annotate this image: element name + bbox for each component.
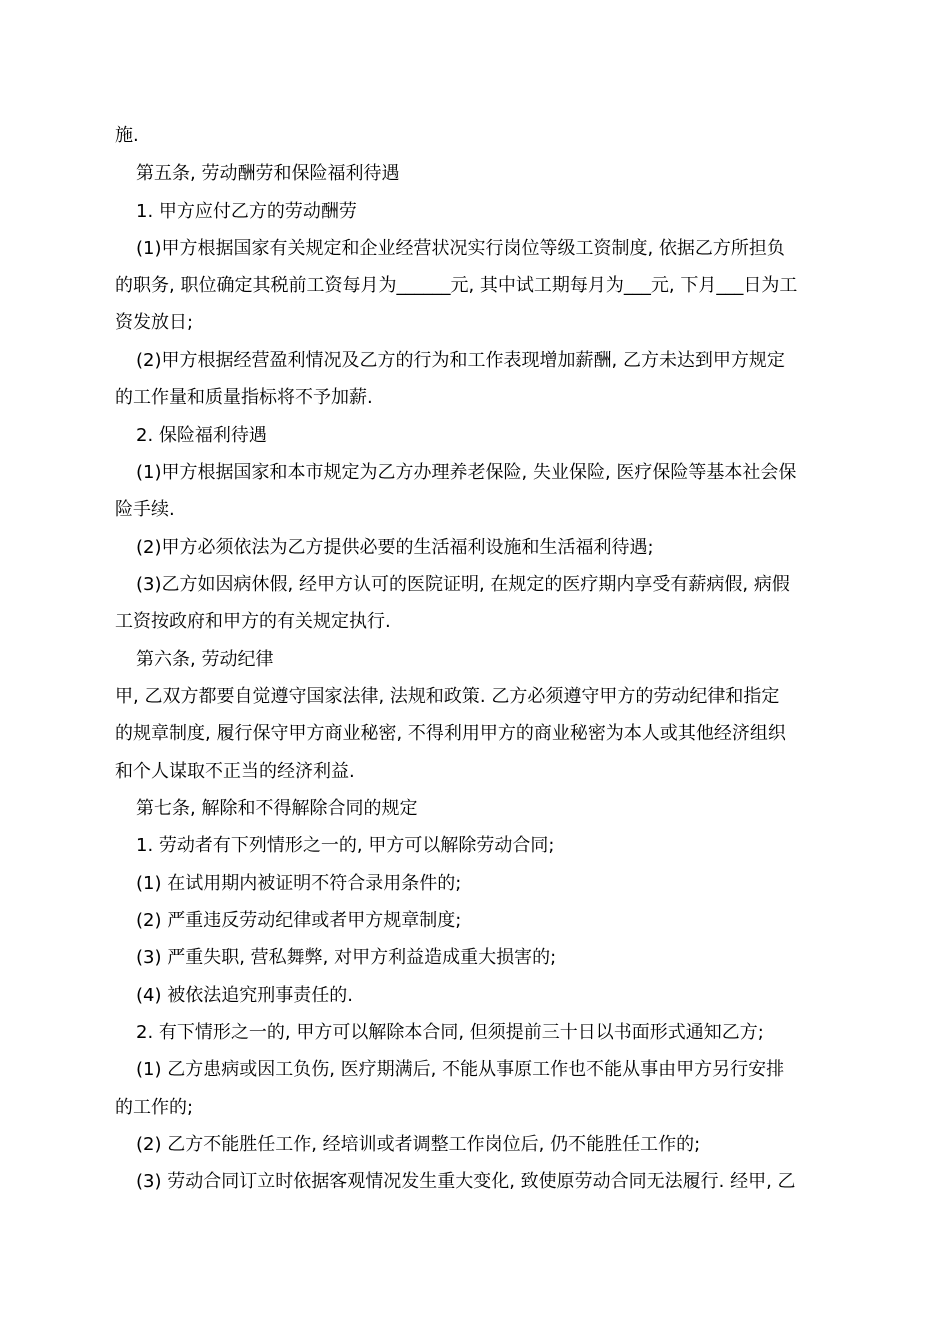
section-heading: 第七条, 解除和不得解除合同的规定: [136, 798, 418, 819]
text-line: (4) 被依法追究刑事责任的.: [136, 985, 353, 1006]
text-line: (3) 劳动合同订立时依据客观情况发生重大变化, 致使原劳动合同无法履行. 经甲, 乙: [136, 1171, 796, 1192]
text-line: (1)甲方根据国家有关规定和企业经营状况实行岗位等级工资制度, 依据乙方所担负: [136, 238, 785, 259]
text-line: (1)甲方根据国家和本市规定为乙方办理养老保险, 失业保险, 医疗保险等基本社会保: [136, 462, 797, 483]
text-line: (2)甲方必须依法为乙方提供必要的生活福利设施和生活福利待遇;: [136, 537, 654, 558]
text-line: (2) 乙方不能胜任工作, 经培训或者调整工作岗位后, 仍不能胜任工作的;: [136, 1134, 701, 1155]
text-line: 的工作量和质量指标将不予加薪.: [115, 387, 373, 408]
text-line: 工资按政府和甲方的有关规定执行.: [115, 611, 391, 632]
text-line: 资发放日;: [115, 312, 194, 333]
section-heading: 第五条, 劳动酬劳和保险福利待遇: [136, 163, 400, 184]
text-line: (3) 严重失职, 营私舞弊, 对甲方利益造成重大损害的;: [136, 947, 557, 968]
text-line: 施.: [115, 125, 139, 146]
text-line: 2. 有下情形之一的, 甲方可以解除本合同, 但须提前三十日以书面形式通知乙方;: [136, 1022, 764, 1043]
text-line: 的工作的;: [115, 1097, 194, 1118]
text-line: (1) 乙方患病或因工负伤, 医疗期满后, 不能从事原工作也不能从事由甲方另行安排: [136, 1059, 785, 1080]
text-line: (2)甲方根据经营盈利情况及乙方的行为和工作表现增加薪酬, 乙方未达到甲方规定: [136, 350, 785, 371]
text-line: 的规章制度, 履行保守甲方商业秘密, 不得利用甲方的商业秘密为本人或其他经济组织: [115, 723, 786, 744]
text-line: (1) 在试用期内被证明不符合录用条件的;: [136, 873, 462, 894]
text-line: 和个人谋取不正当的经济利益.: [115, 761, 355, 782]
text-line: 险手续.: [115, 499, 175, 520]
section-heading: 第六条, 劳动纪律: [136, 649, 274, 670]
text-line: 甲, 乙双方都要自觉遵守国家法律, 法规和政策. 乙方必须遵守甲方的劳动纪律和指定: [115, 686, 780, 707]
text-line: 2. 保险福利待遇: [136, 425, 267, 446]
text-line: 1. 劳动者有下列情形之一的, 甲方可以解除劳动合同;: [136, 835, 555, 856]
text-line: (2) 严重违反劳动纪律或者甲方规章制度;: [136, 910, 462, 931]
text-line: 1. 甲方应付乙方的劳动酬劳: [136, 201, 357, 222]
text-line: 的职务, 职位确定其税前工资每月为______元, 其中试工期每月为___元, 下月___日为工: [115, 275, 798, 296]
text-line: (3)乙方如因病休假, 经甲方认可的医院证明, 在规定的医疗期内享受有薪病假, 病假: [136, 574, 790, 595]
